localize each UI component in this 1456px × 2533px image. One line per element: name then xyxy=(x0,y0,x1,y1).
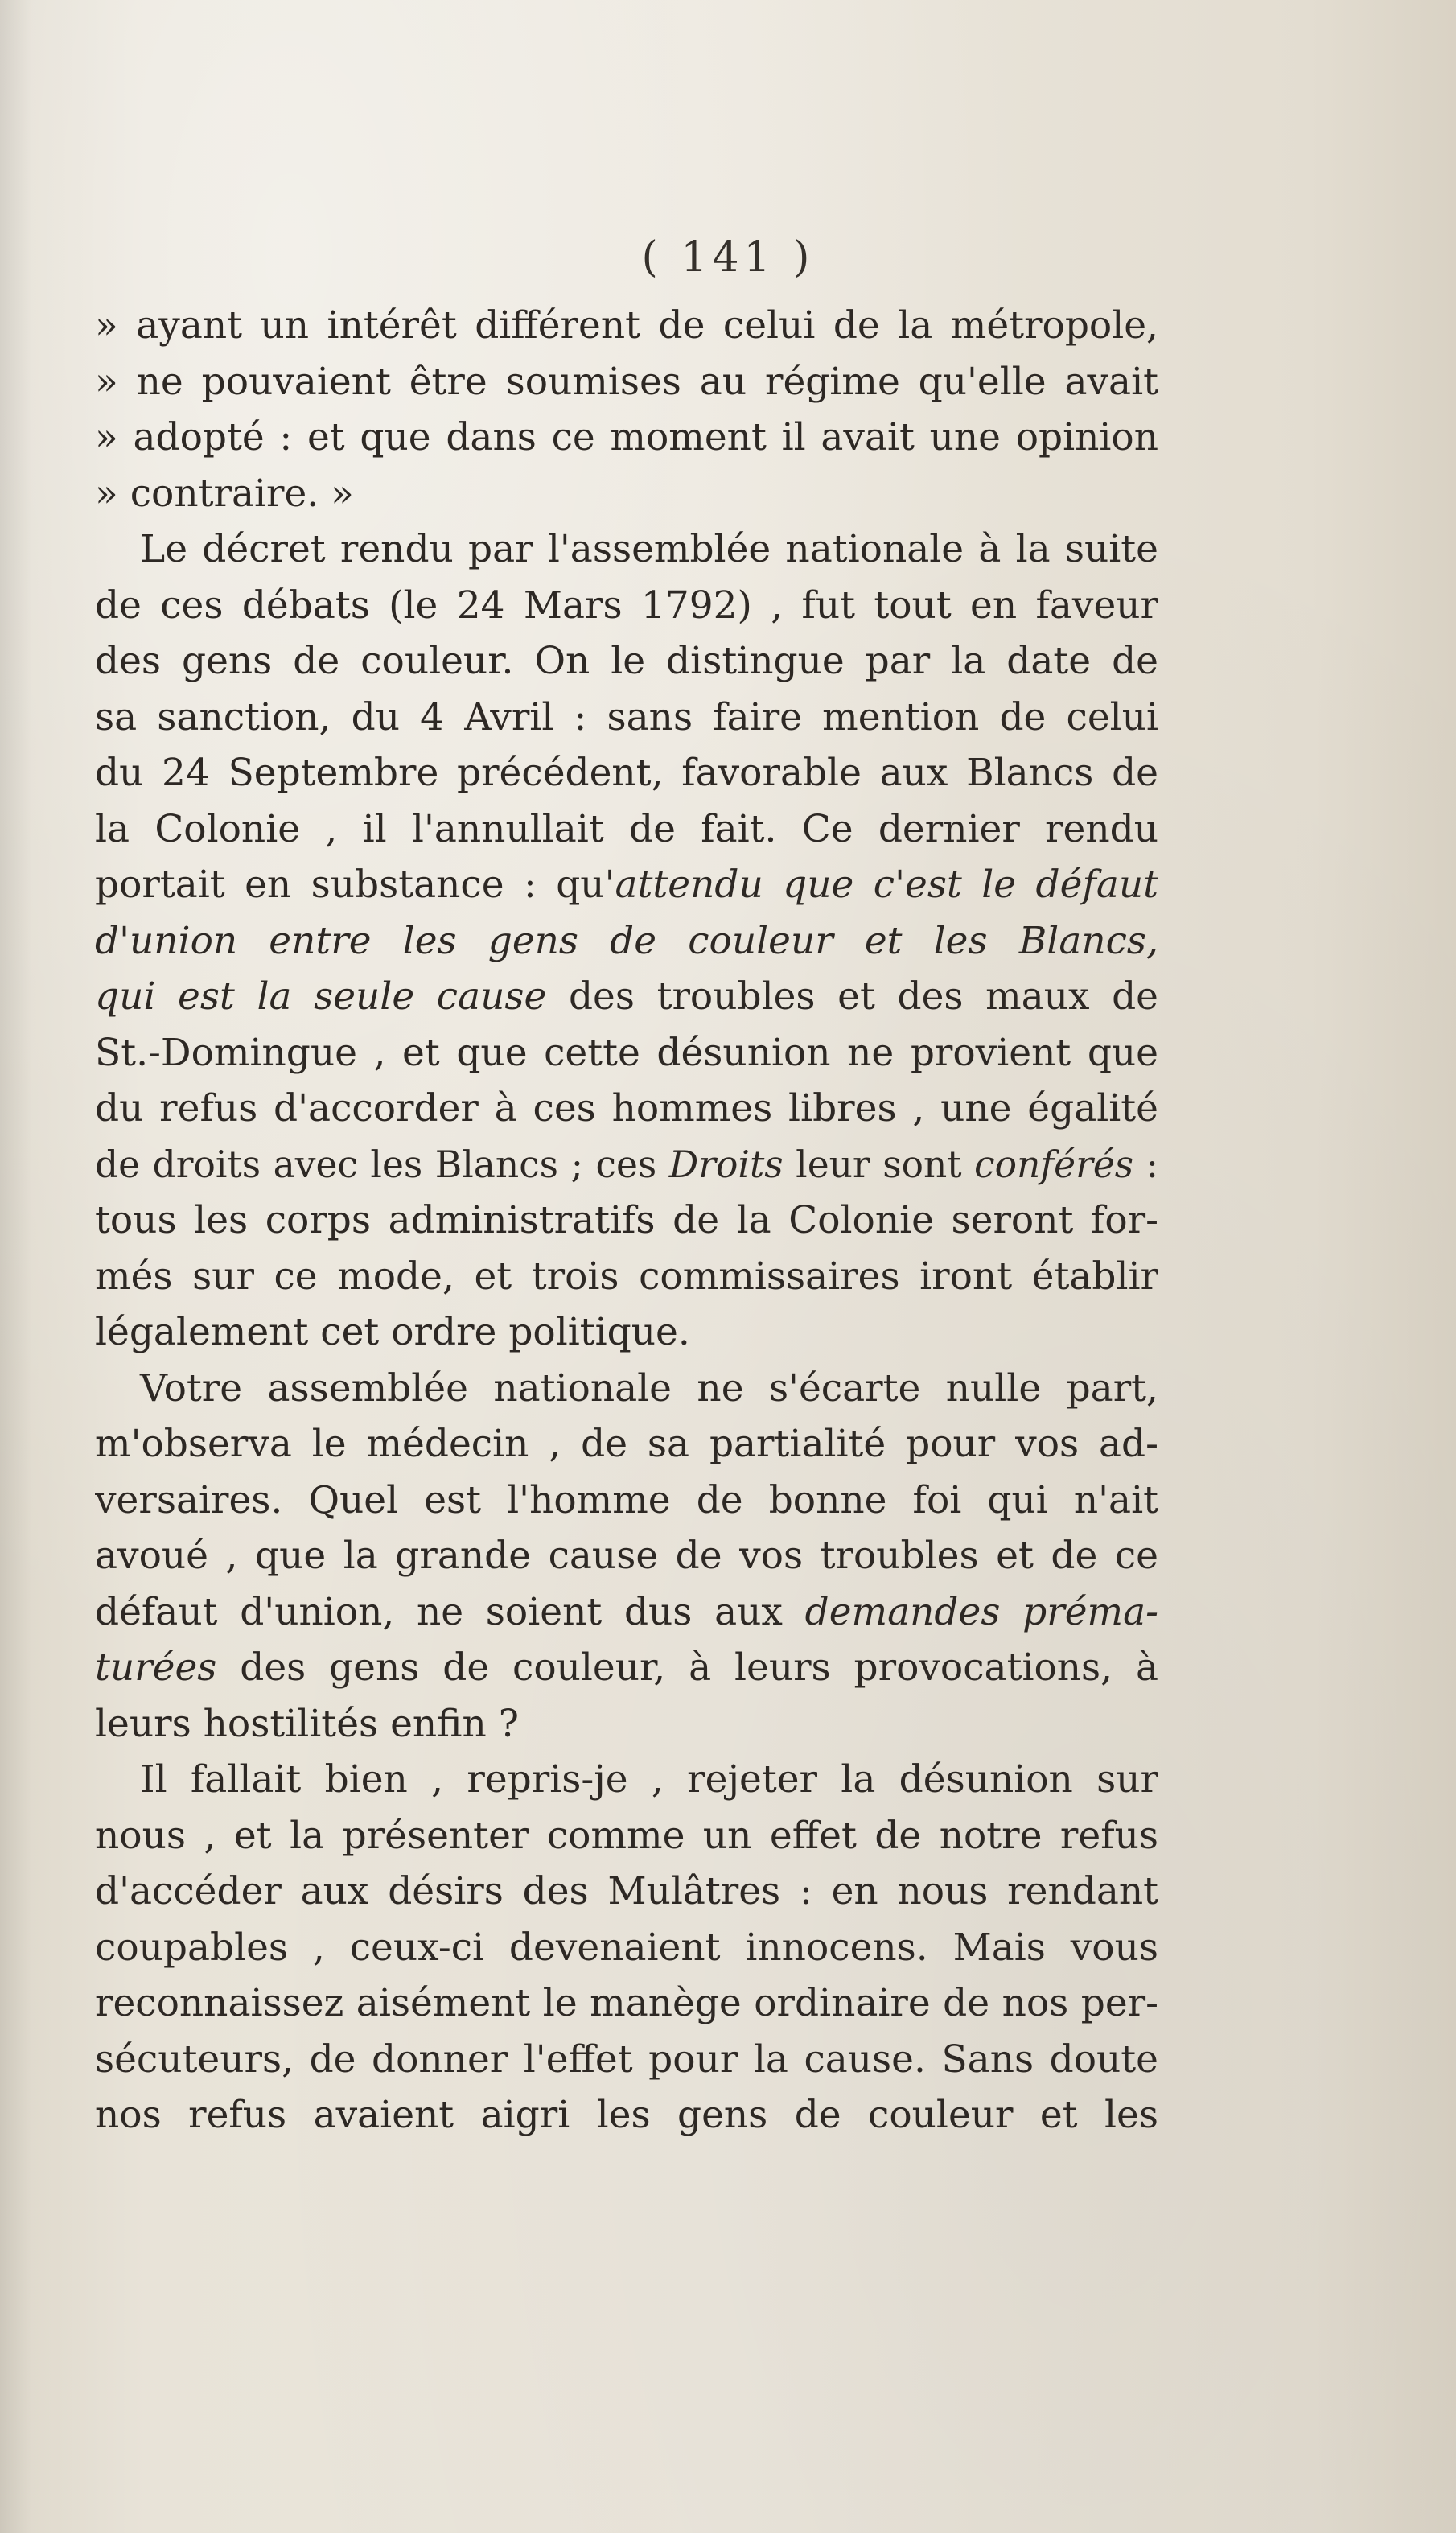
line-text: des troubles et des maux de xyxy=(546,974,1158,1019)
text-line xyxy=(95,1808,1158,1864)
text-line xyxy=(95,1528,1158,1584)
line-text: des gens de couleur. On le distingue par la date de xyxy=(95,639,1158,683)
line-text: sa sanction, du 4 Avril : sans faire mention de celui xyxy=(95,694,1158,739)
line-text: nos refus avaient aigri les gens de couleur et les xyxy=(95,2093,1158,2137)
text-line xyxy=(95,2087,1158,2144)
line-text: portait en substance : qu' xyxy=(95,863,615,907)
text-line xyxy=(95,1696,1158,1753)
line-text: » ne pouvaient être soumises au régime qu'elle avait xyxy=(95,359,1158,404)
text-line xyxy=(95,1081,1158,1137)
page-fold-shadow xyxy=(0,0,32,2533)
text-line xyxy=(95,410,1158,466)
line-text: du 24 Septembre précédent, favorable aux Blancs de xyxy=(95,751,1158,795)
line-text: més sur ce mode, et trois commissaires iront établir xyxy=(95,1254,1158,1299)
text-line xyxy=(95,745,1158,801)
line-text: coupables , ceux-ci devenaient innocens. Mais vous xyxy=(95,1925,1158,1970)
italic-text: turées xyxy=(95,1645,217,1690)
text-line xyxy=(95,633,1158,690)
text-line xyxy=(95,1920,1158,1976)
line-text: : xyxy=(1133,1143,1158,1186)
line-text: du refus d'accorder à ces hommes libres , une égalité xyxy=(95,1086,1158,1131)
line-text: m'observa le médecin , de sa partialité pour vos ad- xyxy=(95,1422,1158,1466)
text-line xyxy=(95,298,1158,354)
page-number: ( 141 ) xyxy=(641,233,815,282)
line-text: avoué , que la grande cause de vos troubles et de ce xyxy=(95,1534,1158,1578)
line-text: légalement cet ordre politique. xyxy=(95,1310,690,1354)
text-line xyxy=(95,1416,1158,1472)
text-line xyxy=(95,1025,1158,1081)
italic-text: conférés xyxy=(974,1143,1134,1186)
line-text: » ayant un intérêt différent de celui de la métropole, xyxy=(95,303,1158,348)
line-text: sécuteurs, de donner l'effet pour la cause. Sans doute xyxy=(95,2037,1158,2082)
line-text: leur sont xyxy=(783,1143,975,1186)
line-text: leurs hostilités enfin ? xyxy=(95,1701,519,1746)
line-text: Il fallait bien , repris-je , rejeter la désunion sur xyxy=(140,1757,1158,1802)
text-line xyxy=(95,1137,1158,1193)
italic-text: d'union entre les gens de couleur et les Blancs, xyxy=(95,918,1158,963)
line-text: défaut d'union, ne soient dus aux xyxy=(95,1589,805,1634)
text-line xyxy=(95,913,1158,970)
italic-text: Droits xyxy=(668,1143,784,1186)
text-line xyxy=(95,466,1158,522)
line-text: des gens de couleur, à leurs provocations, à xyxy=(216,1645,1158,1690)
line-text: de droits avec les Blancs ; ces xyxy=(95,1143,669,1186)
italic-text: qui est la seule cause xyxy=(95,974,547,1019)
text-line xyxy=(95,690,1158,746)
line-text: » contraire. » xyxy=(95,471,354,516)
line-text: St.-Domingue , et que cette désunion ne provient que xyxy=(95,1030,1158,1075)
text-line xyxy=(95,1864,1158,1920)
text-line xyxy=(95,1752,1158,1808)
text-line xyxy=(95,1249,1158,1305)
text-line xyxy=(95,578,1158,634)
line-text: Le décret rendu par l'assemblée nationale à la suite xyxy=(140,527,1158,571)
text-line xyxy=(95,2032,1158,2088)
text-line xyxy=(95,1192,1158,1249)
line-text: de ces débats (le 24 Mars 1792) , fut tout en faveur xyxy=(95,583,1158,628)
text-line xyxy=(95,857,1158,913)
text-line xyxy=(95,1975,1158,2032)
text-line xyxy=(95,1361,1158,1417)
text-line xyxy=(95,1584,1158,1641)
italic-text: attendu que c'est le défaut xyxy=(615,863,1158,907)
line-text: » adopté : et que dans ce moment il avait une opinion xyxy=(95,415,1158,459)
line-text: tous les corps administratifs de la Colonie seront for- xyxy=(95,1198,1158,1242)
text-line xyxy=(95,1304,1158,1361)
line-text: Votre assemblée nationale ne s'écarte nulle part, xyxy=(140,1365,1158,1411)
text-line xyxy=(95,354,1158,410)
line-text: versaires. Quel est l'homme de bonne foi qui n'ait xyxy=(95,1477,1158,1522)
text-line xyxy=(95,1640,1158,1696)
italic-text: demandes préma- xyxy=(804,1589,1158,1634)
line-text: reconnaissez aisément le manège ordinaire de nos per- xyxy=(95,1981,1158,2025)
text-line xyxy=(95,969,1158,1025)
line-text: d'accéder aux désirs des Mulâtres : en nous rendant xyxy=(95,1869,1158,1913)
page-text xyxy=(95,298,1158,2144)
text-line xyxy=(95,521,1158,578)
text-line xyxy=(95,801,1158,858)
line-text: nous , et la présenter comme un effet de notre refus xyxy=(95,1813,1158,1858)
line-text: la Colonie , il l'annullait de fait. Ce dernier rendu xyxy=(95,806,1158,851)
text-line xyxy=(95,1472,1158,1529)
